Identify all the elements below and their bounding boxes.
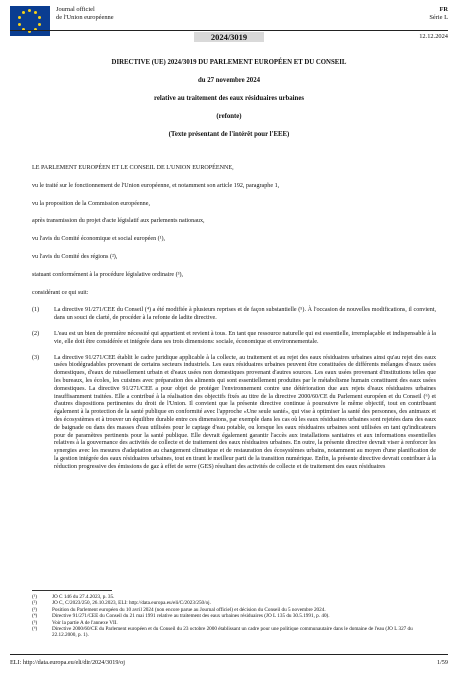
citation: après transmission du projet d'acte législatif aux parlements nationaux, [32,218,205,225]
page-number: 1/59 [436,659,448,666]
journal-line1: Journal officiel [56,6,95,13]
footnote-mark: (²) [32,600,38,607]
citation: vu le traité sur le fonctionnement de l'Union européenne, et notamment son article 192, paragraphe 1, [32,182,280,189]
language-code: FR [439,6,448,13]
footnotes [32,594,436,639]
footnote-text: Voir la partie A de l'annexe VII. [52,619,118,626]
citation: statuant conformément à la procédure législative ordinaire (³), [32,271,184,278]
citation: vu l'avis du Comité économique et social européen (¹), [32,236,166,243]
recital-number: (3) [32,354,40,361]
series-label: Série L [429,14,448,21]
recital-number: (2) [32,330,40,337]
footnote-text: JO C 146 du 27.4.2023, p. 35. [52,594,115,600]
footnote-rule [32,590,112,591]
eu-flag-icon [10,6,50,36]
journal-name [56,6,114,22]
recital [32,355,436,472]
recital-text: L'eau est un bien de première nécessité qui appartient et revient à tous. En tant que ressource naturelle qui est essentielle, irremplaçable et indispensable à la vie, elle doit être considérée et intégrée dans ses trois dimensions: sociale, économique et environnementale. [54,330,436,345]
recital [32,307,436,323]
footnote-mark: (⁶) [32,626,38,633]
footnote [32,626,436,639]
publication-date: 12.12.2024 [419,33,448,40]
journal-line2: de l'Union européenne [56,14,114,21]
footnote-text: Directive 91/271/CEE du Conseil du 21 mai 1991 relative au traitement des eaux urbaines résiduaires (JO L 135 du 30.5.1991, p. 40). [52,613,330,620]
recital-text: La directive 91/271/CEE du Conseil (⁴) a été modifiée à plusieurs reprises et de façon substantielle (⁵). À l'occasion de nouvelles modifications, il convient, dans un souci de clarté, de procéder à la refonte de ladite directive. [54,307,436,322]
footnote-mark: (¹) [32,594,38,600]
document-number: 2024/3019 [194,32,264,42]
directive-date: du 27 novembre 2024 [198,77,260,84]
footnote-mark: (⁵) [32,619,38,626]
citation: vu la proposition de la Commission européenne, [32,200,150,207]
directive-title: DIRECTIVE (UE) 2024/3019 DU PARLEMENT EUROPÉEN ET DU CONSEIL [111,59,347,66]
eli-link[interactable]: ELI: http://data.europa.eu/eli/dir/2024/3019/oj [10,659,125,666]
recital-number: (1) [32,307,40,314]
footer-rule [10,654,448,655]
footnote-mark: (³) [32,606,38,613]
citation: vu l'avis du Comité des régions (²), [32,253,118,260]
citation: considérant ce qui suit: [32,289,89,296]
header-rule [10,30,448,31]
recital [32,331,436,347]
footnote-text: Position du Parlement européen du 10 avril 2024 (non encore parue au Journal officiel) et décision du Conseil du 5 novembre 2024. [52,606,326,613]
recital-text: La directive 91/271/CEE établit le cadre juridique applicable à la collecte, au traitement et au rejet des eaux résiduaires urbaines ainsi qu'au rejet des eaux usées biodégradables provenant de certains secteurs industriels. Les eaux résiduaires urbaines peuvent être constituées de différents mélanges d'eaux usées domestiques, d'eaux de ruissellement urbain et d'eaux usées non domestiques provenant d'autres sources. Les eaux usées provenant d'institutions telles que les bureaux, les écoles, les cuisines avec préparation des aliments qui sont essentiellement produites par le métabolisme humain constituent des eaux usées domestiques. La directive 91/271/CEE a pour objet de protéger l'environnement contre une détérioration due aux rejets d'eaux résiduaires urbaines insuffisamment traitées. Elle a contribué à la réalisation des objectifs fixés au titre de la directive 2000/60/CE du Parlement européen et du Conseil (⁶) et d'autres dispositions pertinentes du droit de l'Union. Il convient que la présente directive continue à poursuivre le même objectif, tout en contribuant également à la protection de la santé publique en conformité avec l'approche «Une seule santé», qui vise à optimiser la santé des personnes, des animaux et des écosystèmes et à trouver un équilibre durable entre ces dimensions, par exemple dans les cas où les eaux résiduaires urbaines sont rejetées dans des eaux de baignade ou dans des masses d'eau utilisées pour le captage d'eau potable, ou lorsque les eaux résiduaires urbaines sont utilisées en tant qu'indicateurs pour de paramètres pertinents pour la santé publique. Elle devrait également garantir l'accès aux installations sanitaires et aux informations essentielles relatives à la gouvernance des activités de collecte et de traitement des eaux résiduaires urbaines. En outre, la présente directive devrait viser à renforcer les synergies avec les mesures d'adaptation au changement climatique et de restauration des écosystèmes urbains, notamment au moyen d'une planification de la gestion intégrée des eaux résiduaires urbaines, tout en tirant le meilleur parti de la transition numérique. Enfin, la présente directive devrait contribuer à la réduction progressive des émissions de gaz à effet de serre (GES) résultant des activités de collecte et de traitement des eaux résiduaires [54,354,436,470]
directive-subject: relative au traitement des eaux résiduaires urbaines [153,95,305,102]
document-body [32,165,436,480]
eea-relevance: (Texte présentant de l'intérêt pour l'EEE) [168,131,290,138]
intro-line: LE PARLEMENT EUROPÉEN ET LE CONSEIL DE L'UNION EUROPÉENNE, [32,165,234,171]
footnote-text: JO C, C/2023/250, 26.10.2023, ELI: http://data.europa.eu/eli/C/2023/250/oj. [52,600,211,607]
language-series [429,6,448,22]
directive-recast: (refonte) [216,113,242,120]
footnote-text: Directive 2000/60/CE du Parlement européen et du Conseil du 23 octobre 2000 établissant un cadre pour une politique communautaire dans le domaine de l'eau (JO L 327 du 22.12.2000, p. 1). [52,626,413,639]
footnote-mark: (⁴) [32,613,38,620]
title-block [40,58,418,148]
